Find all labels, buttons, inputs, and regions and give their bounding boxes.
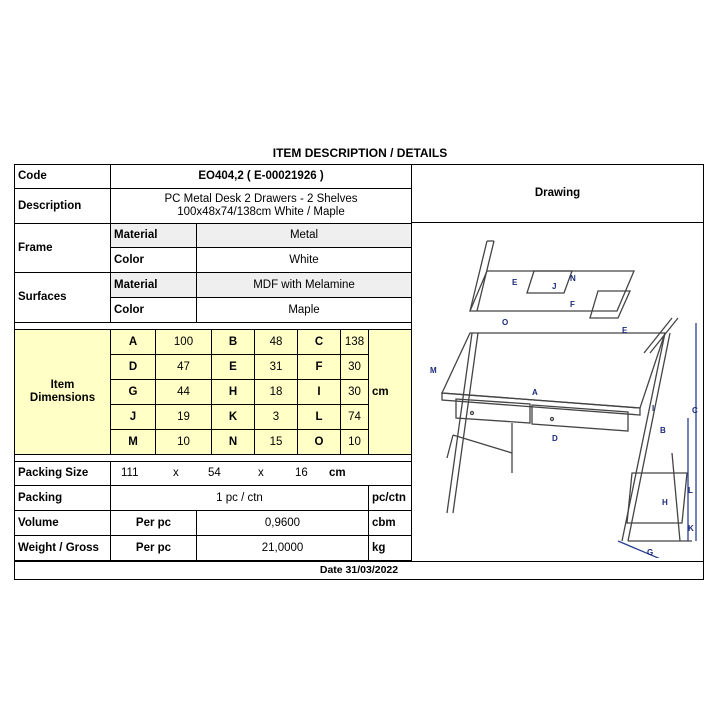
dimension-value-o: 10	[341, 430, 369, 455]
surfaces-label: Surfaces	[15, 273, 111, 323]
packing-size-height: 16	[295, 467, 308, 479]
drawing-label-m: M	[430, 366, 437, 375]
packing-size-values	[111, 462, 412, 486]
dimension-key-m: M	[111, 430, 156, 455]
frame-material-value: Metal	[197, 224, 412, 248]
packing-size-width: 54	[208, 467, 221, 479]
dimension-value-i: 30	[341, 380, 369, 405]
page-title: ITEM DESCRIPTION / DETAILS	[272, 146, 448, 160]
dimension-value-d: 47	[156, 355, 212, 380]
dimension-key-d: D	[111, 355, 156, 380]
dimension-key-a: A	[111, 330, 156, 355]
description-value	[111, 189, 412, 224]
dimension-value-l: 74	[341, 405, 369, 430]
description-line-1: PC Metal Desk 2 Drawers - 2 Shelves	[164, 193, 358, 205]
dimension-value-b: 48	[255, 330, 298, 355]
drawing-label-i: I	[652, 404, 655, 413]
dimension-value-c: 138	[341, 330, 369, 355]
dimension-key-n: N	[212, 430, 255, 455]
desk-drawing	[412, 223, 703, 558]
surfaces-color-label: Color	[111, 298, 197, 323]
dimension-value-n: 15	[255, 430, 298, 455]
volume-label: Volume	[15, 511, 111, 536]
dimension-value-e: 31	[255, 355, 298, 380]
drawing-label-e: E	[622, 326, 628, 335]
dimension-key-i: I	[298, 380, 341, 405]
dimensions-unit: cm	[369, 330, 412, 455]
surfaces-material-value: MDF with Melamine	[197, 273, 412, 298]
drawing-label-a: A	[532, 388, 538, 397]
weight-label: Weight / Gross	[15, 536, 111, 561]
packing-label: Packing	[15, 486, 111, 511]
drawing-label-c: C	[692, 406, 698, 415]
packing-size-x1: x	[173, 467, 179, 479]
dimension-value-h: 18	[255, 380, 298, 405]
dimension-key-b: B	[212, 330, 255, 355]
frame-color-value: White	[197, 248, 412, 273]
dimension-value-k: 3	[255, 405, 298, 430]
drawing-label-b: B	[660, 426, 666, 435]
weight-value: 21,0000	[197, 536, 369, 561]
packing-unit: pc/ctn	[369, 486, 412, 511]
volume-per: Per pc	[111, 511, 197, 536]
spec-sheet	[14, 164, 704, 580]
drawing-label-e: E	[512, 278, 518, 287]
description-line-2: 100x48x74/138cm White / Maple	[177, 206, 345, 218]
dimension-key-g: G	[111, 380, 156, 405]
drawing-label-o: O	[502, 318, 509, 327]
packing-size-length: 111	[121, 467, 139, 479]
surfaces-color-value: Maple	[197, 298, 412, 323]
dimension-value-a: 100	[156, 330, 212, 355]
dimension-key-e: E	[212, 355, 255, 380]
date-footer: Date 31/03/2022	[15, 561, 703, 579]
packing-size-x2: x	[258, 467, 264, 479]
dimensions-label-line-1: Item	[50, 379, 75, 391]
dimension-key-h: H	[212, 380, 255, 405]
volume-unit: cbm	[369, 511, 412, 536]
drawing-label-j: J	[552, 282, 557, 291]
packing-size-unit: cm	[329, 467, 346, 479]
frame-color-label: Color	[111, 248, 197, 273]
surfaces-material-label: Material	[111, 273, 197, 298]
dimension-value-j: 19	[156, 405, 212, 430]
drawing-label-h: H	[662, 498, 668, 507]
desk-line-drawing	[412, 223, 703, 558]
code-value: EO404,2 ( E-00021926 )	[111, 165, 412, 189]
drawing-label-f: F	[570, 300, 575, 309]
separator-row	[15, 454, 412, 462]
drawing-label-d: D	[552, 434, 558, 443]
frame-material-label: Material	[111, 224, 197, 248]
dimensions-label-line-2: Dimensions	[29, 392, 96, 404]
dimension-key-l: L	[298, 405, 341, 430]
packing-value: 1 pc / ctn	[111, 486, 369, 511]
dimension-value-f: 30	[341, 355, 369, 380]
weight-per: Per pc	[111, 536, 197, 561]
dimensions-label	[15, 330, 111, 455]
volume-value: 0,9600	[197, 511, 369, 536]
dimension-key-c: C	[298, 330, 341, 355]
dimension-key-o: O	[298, 430, 341, 455]
dimension-key-k: K	[212, 405, 255, 430]
code-label: Code	[15, 165, 111, 189]
drawing-label-g: G	[647, 548, 654, 557]
frame-label: Frame	[15, 224, 111, 273]
spacer-row	[15, 323, 412, 330]
description-label: Description	[15, 189, 111, 224]
dimension-key-f: F	[298, 355, 341, 380]
drawing-label-k: K	[688, 524, 694, 533]
packing-size-label: Packing Size	[15, 462, 111, 486]
weight-unit: kg	[369, 536, 412, 561]
dimension-value-g: 44	[156, 380, 212, 405]
drawing-heading: Drawing	[412, 165, 703, 223]
dimension-key-j: J	[111, 405, 156, 430]
drawing-label-n: N	[570, 274, 576, 283]
drawing-label-l: L	[688, 486, 693, 495]
dimension-value-m: 10	[156, 430, 212, 455]
